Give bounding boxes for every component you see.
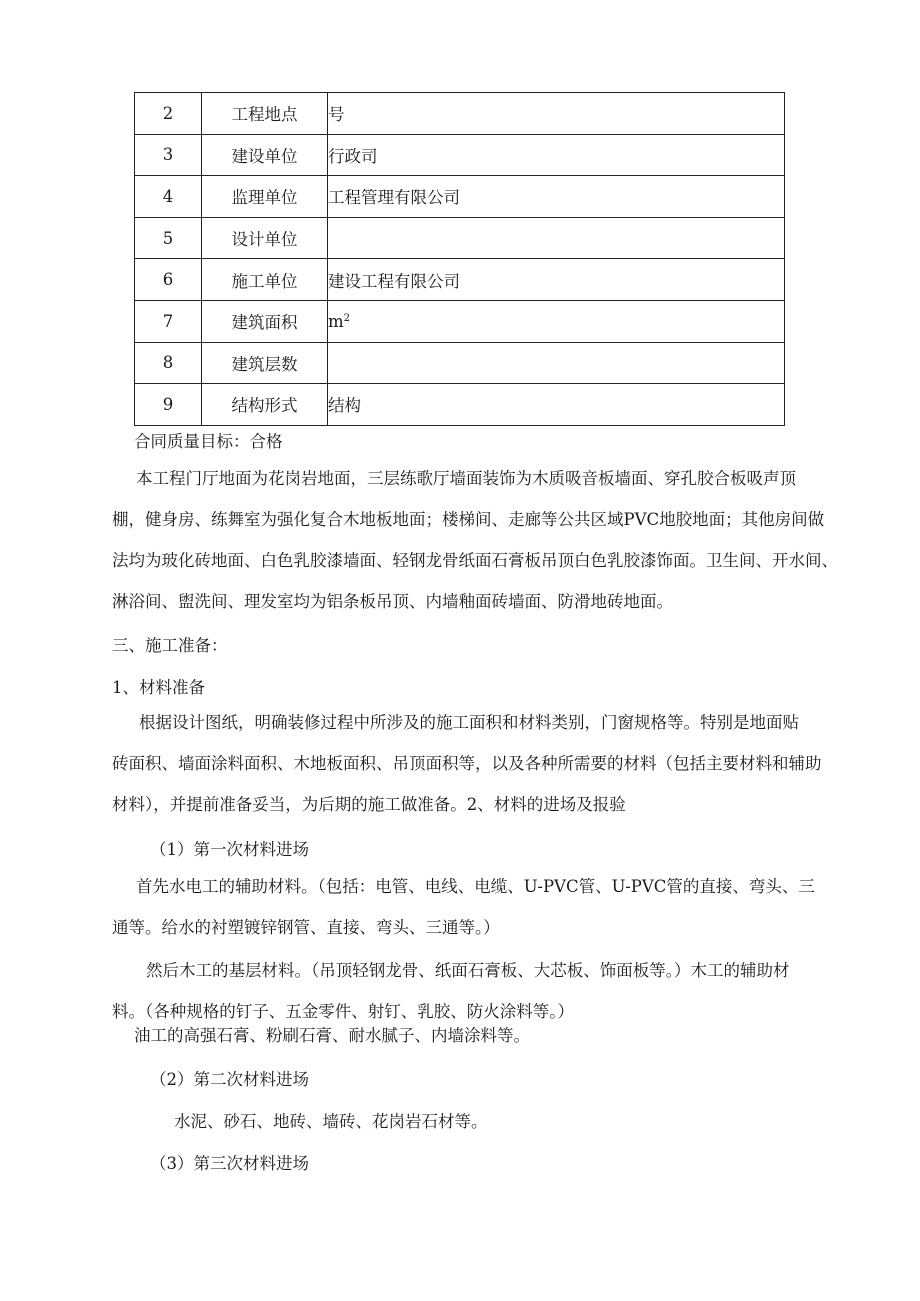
row-value: 号 bbox=[328, 93, 785, 135]
paragraph-line: 砖面积、墙面涂料面积、木地板面积、吊顶面积等，以及各种所需要的材料（包括主要材料和辅助 bbox=[112, 754, 822, 773]
materials-paragraph bbox=[112, 702, 822, 825]
paragraph-line: 根据设计图纸，明确装修过程中所涉及的施工面积和材料类别，门窗规格等。特别是地面贴 bbox=[139, 713, 799, 732]
row-label: 工程地点 bbox=[202, 93, 328, 135]
row-number: 7 bbox=[135, 300, 202, 342]
stage-1-carpentry-paragraph bbox=[112, 950, 790, 1032]
row-value: 结构 bbox=[328, 384, 785, 426]
table-row bbox=[135, 176, 785, 218]
row-label: 设计单位 bbox=[202, 217, 328, 259]
row-label: 建筑面积 bbox=[202, 300, 328, 342]
row-label: 结构形式 bbox=[202, 384, 328, 426]
stage-1-heading: （1）第一次材料进场 bbox=[150, 840, 309, 859]
row-number: 2 bbox=[135, 93, 202, 135]
row-value: 建设工程有限公司 bbox=[328, 259, 785, 301]
paragraph-line: 通等。给水的衬塑镀锌钢管、直接、弯头、三通等。） bbox=[112, 918, 500, 937]
paragraph-line: 法均为玻化砖地面、白色乳胶漆墙面、轻钢龙骨纸面石膏板吊顶白色乳胶漆饰面。卫生间、开水间、 bbox=[112, 551, 838, 570]
table-row bbox=[135, 259, 785, 301]
quality-goal: 合同质量目标：合格 bbox=[134, 432, 283, 451]
row-number: 3 bbox=[135, 134, 202, 176]
row-value: 行政司 bbox=[328, 134, 785, 176]
row-number: 6 bbox=[135, 259, 202, 301]
row-label: 施工单位 bbox=[202, 259, 328, 301]
intro-paragraph bbox=[112, 458, 838, 622]
row-value: 工程管理有限公司 bbox=[328, 176, 785, 218]
row-label: 建筑层数 bbox=[202, 342, 328, 384]
table-row bbox=[135, 342, 785, 384]
subsection-1-heading: 1、材料准备 bbox=[112, 678, 205, 697]
stage-1-paint-text: 油工的高强石膏、粉刷石膏、耐水腻子、内墙涂料等。 bbox=[134, 1026, 530, 1045]
table-row bbox=[135, 300, 785, 342]
row-label: 监理单位 bbox=[202, 176, 328, 218]
row-number: 5 bbox=[135, 217, 202, 259]
paragraph-line: 然后木工的基层材料。（吊顶轻钢龙骨、纸面石膏板、大芯板、饰面板等。）木工的辅助材 bbox=[146, 961, 790, 980]
paragraph-line: 料。（各种规格的钉子、五金零件、射钉、乳胶、防火涂料等。） bbox=[112, 1002, 574, 1021]
stage-1-electrical-paragraph bbox=[112, 866, 815, 948]
stage-3-heading: （3）第三次材料进场 bbox=[150, 1154, 309, 1173]
row-number: 4 bbox=[135, 176, 202, 218]
table-row bbox=[135, 384, 785, 426]
row-value bbox=[328, 342, 785, 384]
paragraph-line: 材料），并提前准备妥当，为后期的施工做准备。2、材料的进场及报验 bbox=[112, 795, 626, 814]
row-value bbox=[328, 217, 785, 259]
paragraph-line: 本工程门厅地面为花岗岩地面，三层练歌厅墙面装饰为木质吸音板墙面、穿孔胶合板吸声顶 bbox=[136, 469, 796, 488]
area-unit: m bbox=[328, 311, 344, 331]
paragraph-line: 淋浴间、盥洗间、理发室均为铝条板吊顶、内墙釉面砖墙面、防滑地砖地面。 bbox=[112, 592, 673, 611]
table-row bbox=[135, 93, 785, 135]
area-unit-exponent: 2 bbox=[343, 312, 351, 324]
table-row bbox=[135, 217, 785, 259]
stage-2-heading: （2）第二次材料进场 bbox=[150, 1070, 309, 1089]
row-label: 建设单位 bbox=[202, 134, 328, 176]
section-3-heading: 三、施工准备： bbox=[112, 636, 228, 655]
row-number: 8 bbox=[135, 342, 202, 384]
stage-2-body: 水泥、砂石、地砖、墙砖、花岗岩石材等。 bbox=[174, 1112, 488, 1131]
table-row bbox=[135, 134, 785, 176]
row-value bbox=[328, 300, 785, 342]
row-number: 9 bbox=[135, 384, 202, 426]
project-info-table bbox=[134, 92, 785, 426]
paragraph-line: 首先水电工的辅助材料。（包括：电管、电线、电缆、U-PVC管、U-PVC管的直接、弯头、三 bbox=[136, 877, 815, 896]
paragraph-line: 棚，健身房、练舞室为强化复合木地板地面；楼梯间、走廊等公共区域PVC地胶地面；其他房间做 bbox=[112, 510, 825, 529]
